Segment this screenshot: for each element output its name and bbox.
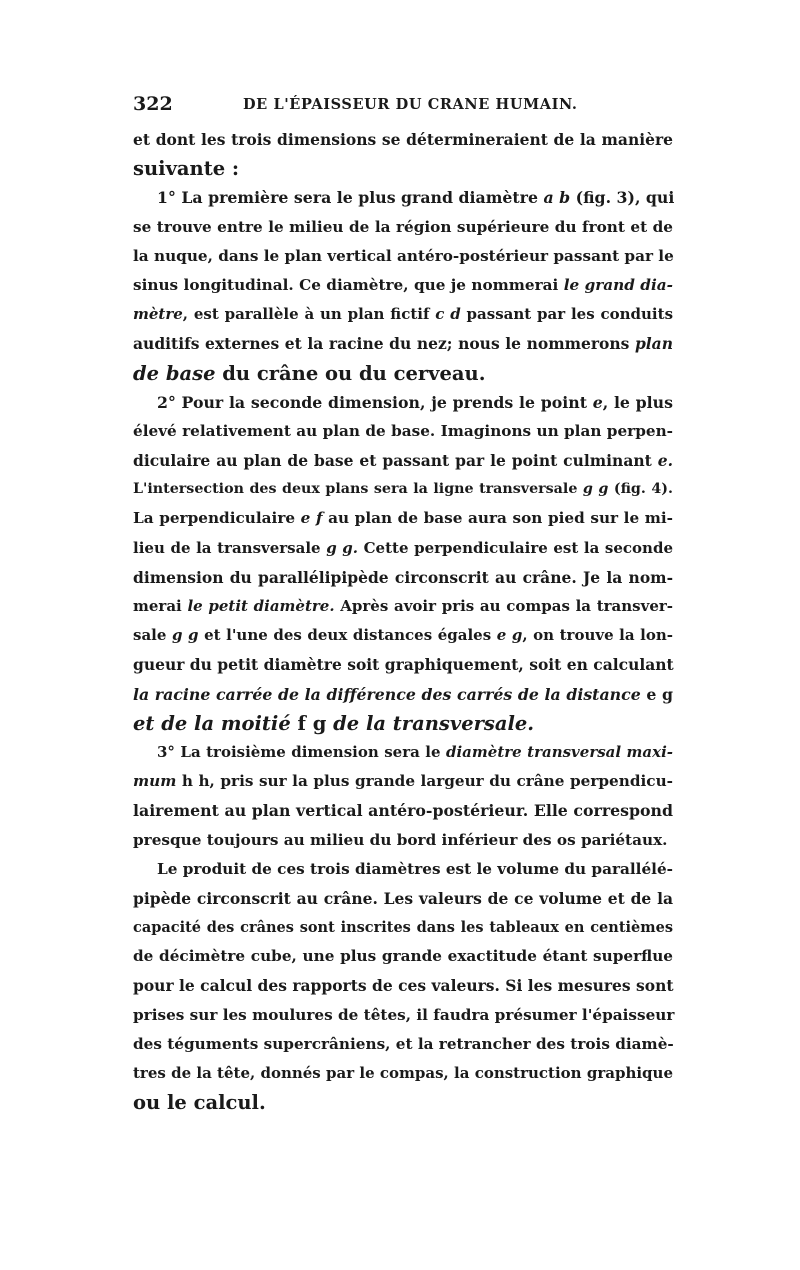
text-line	[133, 680, 673, 709]
text-segment: suivante :	[133, 157, 240, 181]
text-segment: h h, pris sur la plus grande largeur du crâne perpendicu-	[176, 772, 673, 791]
text-line	[133, 154, 673, 183]
text-line	[133, 475, 673, 504]
text-line	[133, 738, 673, 767]
italic-text: le grand dia-	[563, 275, 673, 294]
text-line	[133, 534, 673, 563]
italic-text: a b	[543, 188, 571, 208]
text-segment: 3° La troisième dimension sera le	[157, 742, 446, 761]
text-segment: tres de la tête, donnés par le compas, la construction graphique	[133, 1064, 673, 1082]
text-segment: du crâne ou du cerveau.	[215, 361, 486, 385]
text-segment: Après avoir pris au compas la transver-	[334, 597, 673, 615]
text-line	[133, 621, 673, 650]
text-line	[133, 796, 673, 825]
text-segment: (fig. 3), qui	[570, 188, 675, 208]
text-line	[133, 504, 673, 533]
text-line	[133, 650, 673, 679]
text-segment: , on trouve la lon-	[522, 626, 673, 645]
text-segment: gueur du petit diamètre soit graphiquement, soit en calculant	[133, 655, 674, 675]
running-title: DE L'ÉPAISSEUR DU CRANE HUMAIN.	[243, 96, 578, 113]
running-head	[133, 92, 673, 116]
text-line	[133, 446, 673, 475]
text-segment: f g	[290, 711, 334, 735]
italic-text: et de la moitié	[133, 711, 291, 735]
text-segment: prises sur les moulures de têtes, il faudra présumer l'épaisseur	[133, 1005, 675, 1024]
text-segment: lieu de la transversale	[133, 538, 327, 557]
text-segment: et l'une des deux distances égales	[198, 626, 497, 645]
text-segment: dimension du parallélipipède circonscrit au crâne. Je la nom-	[133, 567, 673, 587]
text-line	[133, 942, 673, 971]
page-number: 322	[133, 93, 173, 115]
text-line	[133, 709, 673, 738]
text-line	[133, 563, 673, 592]
italic-text: e	[592, 392, 603, 412]
text-segment: auditifs externes et la racine du nez; nous le nommerons	[133, 334, 635, 354]
text-line	[133, 855, 673, 884]
text-segment: 2° Pour la seconde dimension, je prends le point	[157, 392, 593, 412]
text-line	[133, 417, 673, 446]
text-segment: L'intersection des deux plans sera la ligne transversale	[133, 481, 583, 498]
italic-text: de la transversale.	[333, 711, 535, 735]
text-line	[133, 1030, 673, 1059]
italic-text: g g	[582, 481, 609, 498]
text-line	[133, 913, 673, 942]
text-line	[133, 183, 673, 212]
text-segment: au plan de base aura son pied sur le mi-	[322, 509, 673, 528]
text-line	[133, 592, 673, 621]
text-segment: La perpendiculaire	[133, 509, 301, 528]
text-segment: passant par les conduits	[460, 305, 674, 324]
text-segment: lairement au plan vertical antéro-postérieur. Elle correspond	[133, 801, 673, 821]
text-line	[133, 300, 673, 329]
text-line	[133, 1088, 673, 1117]
text-line	[133, 1059, 673, 1088]
italic-text: e g	[496, 626, 523, 645]
italic-text: de base	[133, 361, 216, 385]
text-segment: de décimètre cube, une plus grande exactitude étant superflue	[133, 947, 673, 966]
text-segment: 1° La première sera le plus grand diamètre	[157, 188, 544, 208]
text-segment: (fig. 4).	[608, 481, 673, 498]
text-segment: merai	[133, 597, 188, 615]
italic-text: le petit diamètre.	[187, 597, 335, 615]
text-segment: Cette perpendiculaire est la seconde	[358, 538, 673, 557]
text-segment: capacité des crânes sont inscrites dans les tableaux en centièmes	[133, 919, 673, 937]
text-line	[133, 213, 673, 242]
text-segment: la nuque, dans le plan vertical antéro-postérieur passant par le	[133, 246, 674, 265]
text-segment: e g	[640, 684, 673, 704]
text-segment: se trouve entre le milieu de la région supérieure du front et de	[133, 217, 673, 236]
text-line	[133, 1001, 673, 1030]
italic-text: la racine carrée de la différence des carrés de la distance	[133, 684, 641, 704]
text-line	[133, 271, 673, 300]
italic-text: e f	[300, 509, 323, 528]
text-segment: sinus longitudinal. Ce diamètre, que je nommerai	[133, 275, 564, 294]
text-line	[133, 359, 673, 388]
italic-text: plan	[634, 334, 673, 354]
text-line	[133, 242, 673, 271]
text-line	[133, 388, 673, 417]
text-line	[133, 125, 673, 154]
text-segment: diculaire au plan de base et passant par le point culminant	[133, 451, 658, 471]
text-segment: ou le calcul.	[133, 1091, 266, 1115]
text-segment: pour le calcul des rapports de ces valeurs. Si les mesures sont	[133, 976, 674, 996]
italic-text: c d	[435, 305, 461, 324]
text-segment: sale	[133, 626, 172, 645]
text-segment: Le produit de ces trois diamètres est le volume du parallélé-	[157, 859, 673, 878]
text-segment: presque toujours au milieu du bord inférieur des os pariétaux.	[133, 830, 668, 849]
italic-text: e.	[657, 451, 673, 471]
italic-text: mètre	[133, 305, 183, 324]
text-segment: pipède circonscrit au crâne. Les valeurs de ce volume et de la	[133, 888, 673, 908]
text-line	[133, 767, 673, 796]
text-line	[133, 826, 673, 855]
text-segment: des téguments supercrâniens, et la retrancher des trois diamè-	[133, 1034, 674, 1053]
italic-text: g g.	[326, 538, 359, 557]
text-segment: , le plus	[602, 392, 673, 412]
text-line	[133, 971, 673, 1000]
italic-text: diamètre transversal maxi-	[446, 742, 673, 761]
body-text	[133, 125, 673, 1117]
text-segment: élevé relativement au plan de base. Imaginons un plan perpen-	[133, 421, 673, 440]
text-line	[133, 884, 673, 913]
text-segment: et dont les trois dimensions se détermineraient de la manière	[133, 130, 673, 149]
italic-text: mum	[133, 772, 177, 791]
italic-text: g g	[171, 626, 199, 645]
text-segment: , est parallèle à un plan fictif	[182, 305, 436, 324]
text-line	[133, 329, 673, 358]
